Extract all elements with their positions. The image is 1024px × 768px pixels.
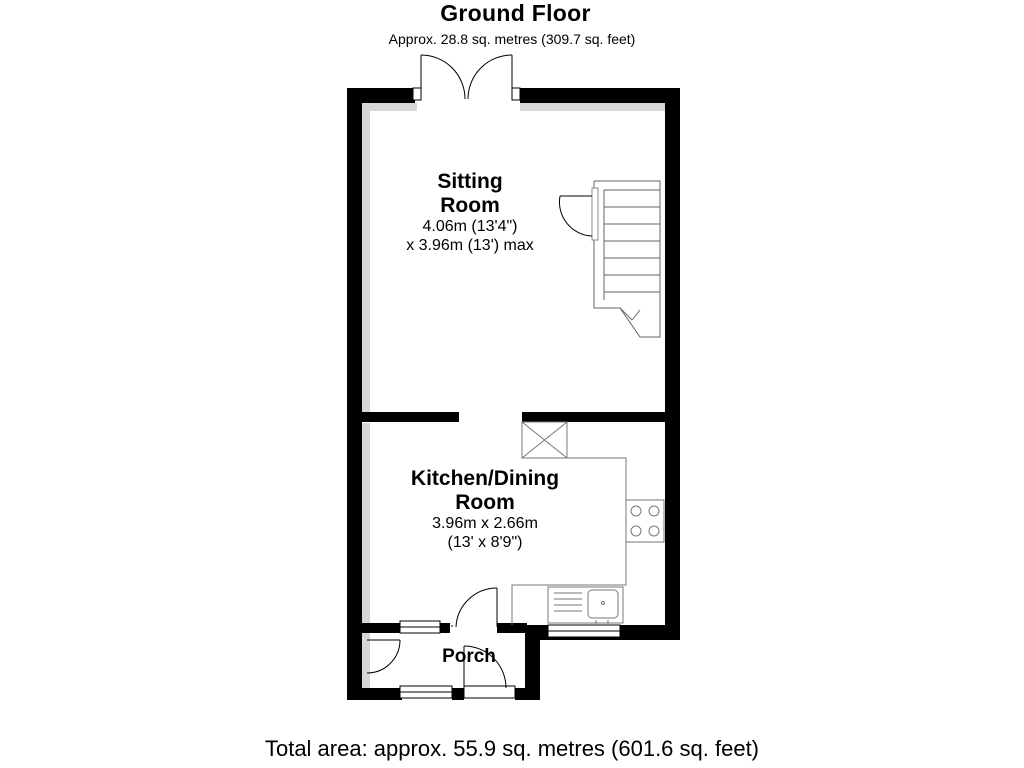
sink xyxy=(548,587,623,624)
staircase xyxy=(594,181,660,337)
sitting-room-name-1: Sitting xyxy=(437,170,503,193)
total-area: Total area: approx. 55.9 sq. metres (601.6 sq. feet) xyxy=(264,736,760,761)
sitting-room-dim-2: x 3.96m (13') max xyxy=(406,236,534,254)
french-doors xyxy=(413,55,520,100)
sitting-room-label xyxy=(370,170,570,255)
floor-title: Ground Floor xyxy=(440,0,591,26)
kitchen-dim-1: 3.96m x 2.66m xyxy=(432,515,538,533)
hob xyxy=(626,500,664,542)
kitchen-name-2: Room xyxy=(455,491,515,515)
kitchen-dim-2: (13' x 8'9") xyxy=(447,533,523,551)
porch-label: Porch xyxy=(442,646,496,667)
kitchen-name-1: Kitchen/Dining xyxy=(410,467,560,490)
sitting-room-name-2: Room xyxy=(440,194,500,218)
floor-area: Approx. 28.8 sq. metres (309.7 sq. feet) xyxy=(388,31,636,47)
sitting-room-dim-1: 4.06m (13'4") xyxy=(422,218,518,236)
kitchen-label xyxy=(370,467,600,552)
porch-door-side xyxy=(367,640,400,673)
